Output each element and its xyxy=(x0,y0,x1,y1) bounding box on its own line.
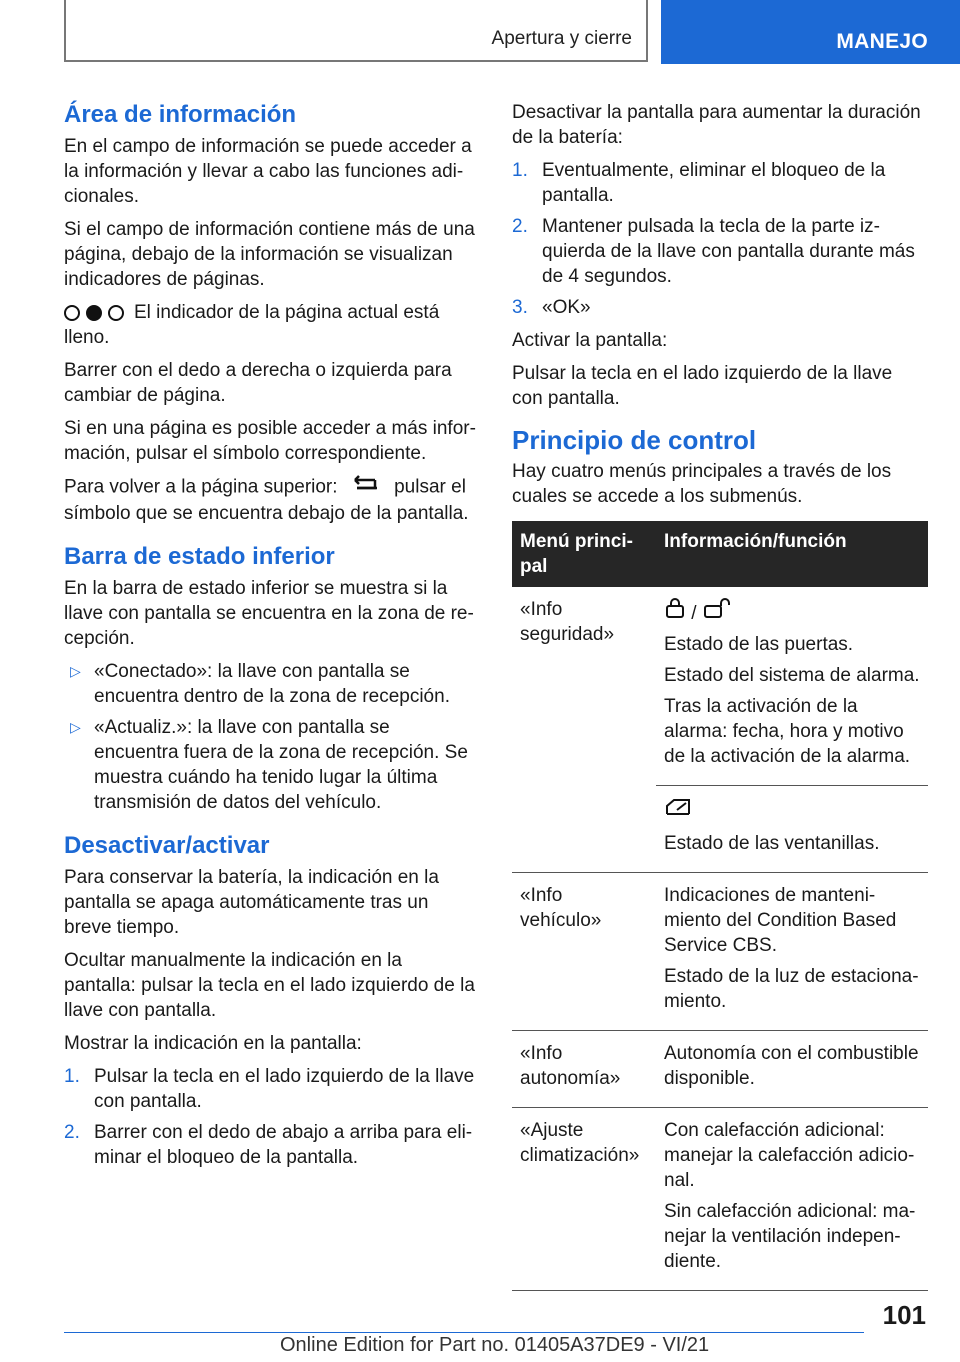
list-item: ▷ «Conectado»: la llave con pantalla se encuentra dentro de la zona de recepción. xyxy=(70,661,450,707)
window-icon-line xyxy=(664,796,920,825)
lock-closed-icon xyxy=(664,603,686,624)
right-column xyxy=(512,100,928,1291)
status-bullet-list xyxy=(64,659,476,815)
table-cell xyxy=(656,587,928,786)
table-row xyxy=(512,587,928,786)
paragraph: Hay cuatro menús principales a través de los cuales se accede a los submenús. xyxy=(512,461,892,507)
table-cell-text: Sin calefacción adicional: manejar la ventilación independiente. xyxy=(664,1201,916,1272)
table-cell xyxy=(656,1031,928,1108)
table-cell: «Info seguridad» xyxy=(520,599,615,645)
list-item: 3. «OK» xyxy=(512,297,591,318)
footer-divider xyxy=(64,1332,864,1333)
paragraph: Pulsar la tecla en el lado izquierdo de la llave con pantalla. xyxy=(512,363,893,409)
table-row xyxy=(512,873,928,1031)
paragraph: Desactivar la pantalla para aumentar la duración de la batería: xyxy=(512,102,921,148)
lock-open-icon xyxy=(702,603,732,624)
list-item: 2. Mantener pulsada la tecla de la parte izquierda de la llave con pantalla durante más de 4 segundos. xyxy=(512,216,915,287)
table-cell xyxy=(656,786,928,873)
list-item: ▷ «Actualiz.»: la llave con pantalla se encuentra fuera de la zona de recepción. Se muestra cuándo ha tenido lugar la última transmisión de datos del vehículo. xyxy=(70,717,468,813)
list-item: 1. Eventualmente, eliminar el bloqueo de la pantalla. xyxy=(512,160,886,206)
table-cell: «Info vehículo» xyxy=(512,873,656,1031)
heading-principio-control: Principio de control xyxy=(512,425,757,455)
table-header-cell: Menú principal xyxy=(512,521,656,587)
table-row xyxy=(512,1031,928,1108)
left-column xyxy=(64,100,476,1178)
paragraph: Mostrar la indicación en la pantalla: xyxy=(64,1033,362,1054)
header-section-title: Apertura y cierre xyxy=(491,28,632,49)
paragraph-page-indicator: El indicador de la página actual está lleno. xyxy=(64,302,440,348)
deactivate-steps-list xyxy=(512,158,928,320)
menu-table xyxy=(512,521,928,1291)
page-indicator-dots-icon xyxy=(64,305,124,321)
table-cell-text: Con calefacción adicional: manejar la calefacción adicional. xyxy=(664,1120,915,1191)
paragraph-back: Para volver a la página superior: pulsar el símbolo que se encuentra debajo de la pantalla. xyxy=(64,474,476,526)
table-cell-text: Estado de las ventanillas. xyxy=(664,833,880,854)
table-cell-text: Indicaciones de mantenimiento del Condition Based Service CBS. xyxy=(664,885,897,956)
table-header-cell: Información/función xyxy=(656,521,928,587)
paragraph: Si el campo de información contiene más de una página, debajo de la información se visualizan indicadores de páginas. xyxy=(64,219,475,290)
table-row xyxy=(512,1108,928,1291)
paragraph: En la barra de estado inferior se muestra si la llave con pantalla se encuentra en la zona de recepción. xyxy=(64,578,474,649)
header-chapter-title: MANEJO xyxy=(836,30,928,53)
table-header-row xyxy=(512,521,928,587)
heading-area-informacion: Área de información xyxy=(64,101,297,128)
header-section-tab xyxy=(64,0,648,62)
table-cell: «Info autonomía» xyxy=(512,1031,656,1108)
table-cell-empty xyxy=(512,786,656,873)
table-cell xyxy=(656,1108,928,1291)
triangle-bullet-icon: ▷ xyxy=(70,663,81,679)
paragraph: Si en una página es posible acceder a más información, pulsar el símbolo correspondiente. xyxy=(64,418,476,464)
list-item: 2. Barrer con el dedo de abajo a arriba para eliminar el bloqueo de la pantalla. xyxy=(64,1122,473,1168)
table-row xyxy=(512,786,928,873)
table-cell-text: Estado del sistema de alarma. xyxy=(664,665,920,686)
paragraph: Ocultar manualmente la indicación en la pantalla: pulsar la tecla en el lado izquierdo de la llave con pantalla. xyxy=(64,950,475,1021)
lock-icons-line: / xyxy=(664,597,920,626)
paragraph: En el campo de información se puede acceder a la información y llevar a cabo las funciones adicionales. xyxy=(64,136,472,207)
table-cell-text: Estado de la luz de estacionamiento. xyxy=(664,966,919,1012)
back-arrow-icon xyxy=(351,474,381,501)
footer-edition: Online Edition for Part no. 01405A37DE9 - VI/21 xyxy=(280,1334,710,1356)
car-window-icon xyxy=(664,802,692,823)
paragraph: Para conservar la batería, la indicación en la pantalla se apaga automáticamente tras un breve tiempo. xyxy=(64,867,439,938)
table-cell-text: Autonomía con el combustible disponible. xyxy=(664,1043,919,1089)
triangle-bullet-icon: ▷ xyxy=(70,719,81,735)
paragraph: Activar la pantalla: xyxy=(512,330,668,351)
heading-barra-estado: Barra de estado inferior xyxy=(64,543,335,570)
show-steps-list xyxy=(64,1064,476,1170)
table-cell xyxy=(656,873,928,1031)
paragraph: Barrer con el dedo a derecha o izquierda para cambiar de página. xyxy=(64,360,452,406)
page-number: 101 xyxy=(882,1300,926,1330)
table-cell-text: Tras la activación de la alarma: fecha, hora y motivo de la activación de la alarma. xyxy=(664,696,911,767)
table-cell-text: Estado de las puertas. xyxy=(664,634,854,655)
table-cell: «Ajuste climatización» xyxy=(512,1108,656,1291)
header-chapter-tab xyxy=(661,0,960,64)
heading-desactivar-activar: Desactivar/activar xyxy=(64,832,270,859)
list-item: 1. Pulsar la tecla en el lado izquierdo de la llave con pantalla. xyxy=(64,1066,475,1112)
